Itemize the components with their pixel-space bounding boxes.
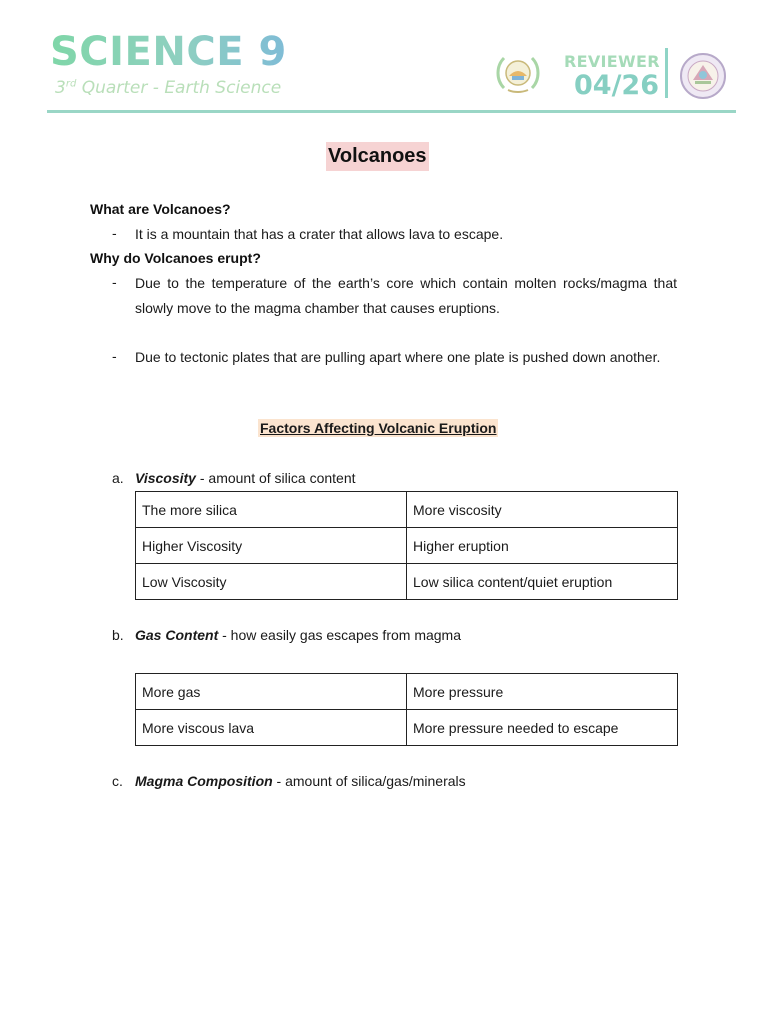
table-row <box>136 710 678 746</box>
table-row <box>136 492 678 528</box>
reviewer-number: 04/26 <box>574 70 660 101</box>
section-heading: Factors Affecting Volcanic Eruption <box>260 420 497 436</box>
table-cell: More pressure <box>407 674 678 710</box>
table-cell: More viscous lava <box>136 710 407 746</box>
reviewer-label: REVIEWER <box>564 52 660 71</box>
gas-content-table <box>135 673 678 746</box>
table-cell: Higher Viscosity <box>136 528 407 564</box>
table-cell: More pressure needed to escape <box>407 710 678 746</box>
bullet-dash: - <box>112 348 117 364</box>
school-seal-icon <box>494 52 542 94</box>
question-why-erupt: Why do Volcanoes erupt? <box>90 250 261 266</box>
table-cell: More gas <box>136 674 407 710</box>
table-cell: Low silica content/quiet eruption <box>407 564 678 600</box>
page-header <box>0 0 768 115</box>
header-divider <box>665 48 668 98</box>
subject-title: SCIENCE 9 <box>50 29 287 75</box>
factor-magma-composition: c. Magma Composition - amount of silica/gas/minerals <box>112 773 466 789</box>
header-rule <box>47 110 736 113</box>
answer-text: It is a mountain that has a crater that allows lava to escape. <box>135 226 504 242</box>
table-row <box>136 564 678 600</box>
quarter-subtitle: 3rd Quarter - Earth Science <box>55 78 282 98</box>
question-what-are-volcanoes: What are Volcanoes? <box>90 201 231 217</box>
bullet-dash: - <box>112 274 117 290</box>
page-title: Volcanoes <box>326 142 429 171</box>
department-logo-icon <box>678 52 728 100</box>
answer-text: Due to the temperature of the earth’s core which contain molten rocks/magma that slowly move to the magma chamber that causes eruptions. <box>135 275 677 316</box>
table-cell: Higher eruption <box>407 528 678 564</box>
table-cell: Low Viscosity <box>136 564 407 600</box>
factor-gas-content: b. Gas Content - how easily gas escapes from magma <box>112 627 461 643</box>
table-cell: More viscosity <box>407 492 678 528</box>
table-row <box>136 674 678 710</box>
table-cell: The more silica <box>136 492 407 528</box>
viscosity-table <box>135 491 678 600</box>
answer-text: Due to tectonic plates that are pulling apart where one plate is pushed down another. <box>135 349 661 365</box>
table-row <box>136 528 678 564</box>
factor-viscosity: a. Viscosity - amount of silica content <box>112 470 356 486</box>
bullet-dash: - <box>112 225 117 241</box>
